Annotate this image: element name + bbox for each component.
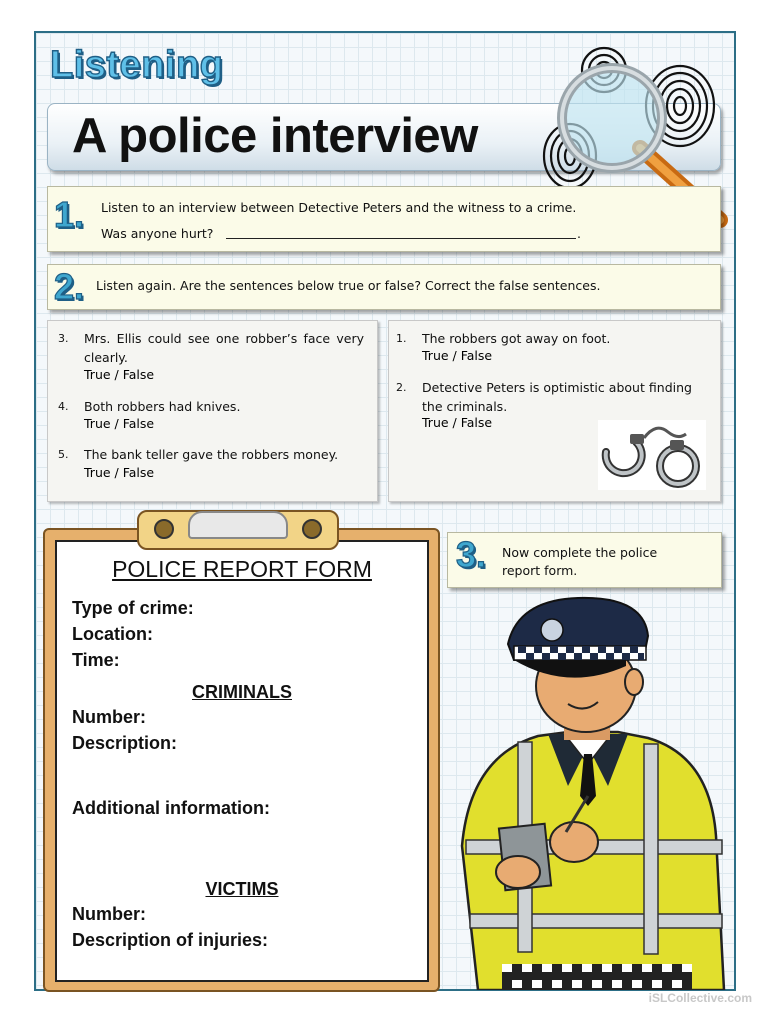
field-type-of-crime[interactable]: Type of crime: (72, 598, 194, 618)
field-victims-number[interactable]: Number: (72, 904, 147, 924)
statement-number: 1. (396, 332, 407, 345)
statement-number: 4. (58, 400, 69, 413)
true-false-choice[interactable]: True / False (84, 465, 155, 480)
statement-text: The robbers got away on foot. (422, 331, 611, 346)
field-description[interactable]: Description: (72, 733, 178, 753)
criminals-heading: CRIMINALS (192, 682, 292, 702)
handcuffs-icon (596, 414, 708, 494)
clipboard-rivet-right (302, 519, 322, 539)
field-additional-information[interactable]: Additional information: (72, 798, 270, 818)
statement-number: 3. (58, 332, 69, 345)
statement-number: 2. (396, 381, 407, 394)
exercise-1-instruction: Listen to an interview between Detective Peters and the witness to a crime. (101, 200, 577, 215)
exercise-3-number: 3. (456, 534, 487, 575)
true-false-choice[interactable]: True / False (422, 415, 493, 430)
clipboard-clamp-top (188, 511, 288, 539)
exercise-1-question: Was anyone hurt? (101, 226, 214, 241)
section-label: Listening (50, 44, 224, 86)
statement-text: Both robbers had knives. (84, 399, 241, 414)
victims-heading: VICTIMS (205, 879, 279, 899)
statement-text: Detective Peters is optimistic about finding the criminals. (422, 380, 692, 414)
exercise-1-number: 1. (54, 194, 85, 235)
statement-text: Mrs. Ellis could see one robber’s face very clearly. (84, 331, 364, 365)
exercise-1-line-end: . (577, 226, 581, 241)
statement-2 (396, 378, 696, 418)
exercise-2-number: 2. (54, 266, 85, 307)
true-false-choice[interactable]: True / False (84, 416, 155, 431)
police-officer-illustration (448, 596, 730, 990)
exercise-1-box (47, 186, 721, 252)
exercise-1-answer-line[interactable] (226, 238, 576, 239)
field-description-of-injuries[interactable]: Description of injuries: (72, 930, 269, 950)
exercise-2-instruction: Listen again. Are the sentences below true or false? Correct the false sentences. (96, 278, 601, 293)
field-time[interactable]: Time: (72, 650, 120, 670)
watermark: iSLCollective.com (648, 991, 752, 1005)
exercise-3-instruction: Now complete the police report form. (502, 545, 658, 578)
page-title: A police interview (72, 109, 478, 163)
clipboard-rivet-left (154, 519, 174, 539)
form-title: POLICE REPORT FORM (112, 556, 372, 582)
statement-text: The bank teller gave the robbers money. (84, 447, 339, 462)
field-location[interactable]: Location: (72, 624, 153, 644)
statement-number: 5. (58, 448, 69, 461)
true-false-choice[interactable]: True / False (84, 367, 155, 382)
true-false-choice[interactable]: True / False (422, 348, 493, 363)
field-criminals-number[interactable]: Number: (72, 707, 147, 727)
